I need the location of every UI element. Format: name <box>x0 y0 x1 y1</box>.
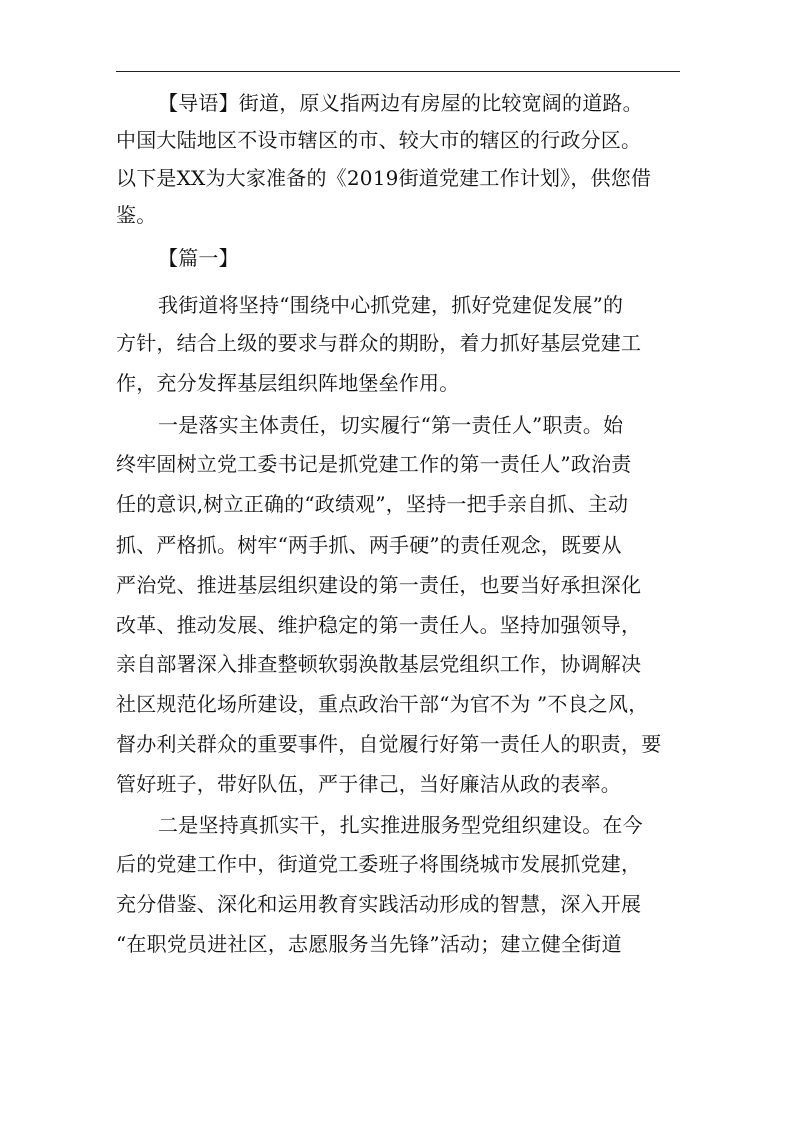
para2-line-3: 任的意识,树立正确的“政绩观”，坚持一把手亲自抓、主动 <box>116 492 629 516</box>
para2-line-5: 严治党、推进基层组织建设的第一责任，也要当好承担深化 <box>116 573 642 597</box>
para2-line-10: 管好班子，带好队伍，严于律己，当好廉洁从政的表率。 <box>116 772 621 796</box>
para2-line-8: 社区规范化场所建设，重点政治干部“为官不为 ”不良之风， <box>116 692 649 716</box>
para2-line-4: 抓、严格抓。树牢“两手抓、两手硬”的责任观念，既要从 <box>116 533 622 557</box>
intro-line-4: 鉴。 <box>116 203 157 227</box>
para1-line-2: 方针，结合上级的要求与群众的期盼，着力抓好基层党建工 <box>116 331 642 355</box>
para3-line-2: 后的党建工作中，街道党工委班子将围绕城市发展抓党建， <box>116 852 642 876</box>
intro-line-1: 【导语】街道，原义指两边有房屋的比较宽阔的道路。 <box>158 91 643 115</box>
para2-line-9: 督办利关群众的重要事件，自觉履行好第一责任人的职责，要 <box>116 732 662 756</box>
intro-line-2: 中国大陆地区不设市辖区的市、较大市的辖区的行政分区。 <box>116 128 642 152</box>
para3-line-1: 二是坚持真抓实干，扎实推进服务型党组织建设。在今 <box>158 813 643 837</box>
intro-line-3: 以下是XX为大家准备的《2019街道党建工作计划》，供您借 <box>116 166 652 190</box>
section-heading: 【篇一】 <box>158 246 239 270</box>
para2-line-2: 终牢固树立党工委书记是抓党建工作的第一责任人”政治责 <box>116 452 632 476</box>
para2-line-1: 一是落实主体责任，切实履行“第一责任人”职责。始 <box>158 413 624 437</box>
para1-line-3: 作，充分发挥基层组织阵地堡垒作用。 <box>116 371 460 395</box>
para2-line-6: 改革、推动发展、维护稳定的第一责任人。坚持加强领导， <box>116 613 642 637</box>
para2-line-7: 亲自部署深入排查整顿软弱涣散基层党组织工作，协调解决 <box>116 652 642 676</box>
header-rule <box>116 71 680 72</box>
para3-line-3: 充分借鉴、深化和运用教育实践活动形成的智慧，深入开展 <box>116 892 642 916</box>
para3-line-4: “在职党员进社区，志愿服务当先锋”活动；建立健全街道 <box>116 932 622 956</box>
para1-line-1: 我街道将坚持“围绕中心抓党建，抓好党建促发展”的 <box>158 293 624 317</box>
